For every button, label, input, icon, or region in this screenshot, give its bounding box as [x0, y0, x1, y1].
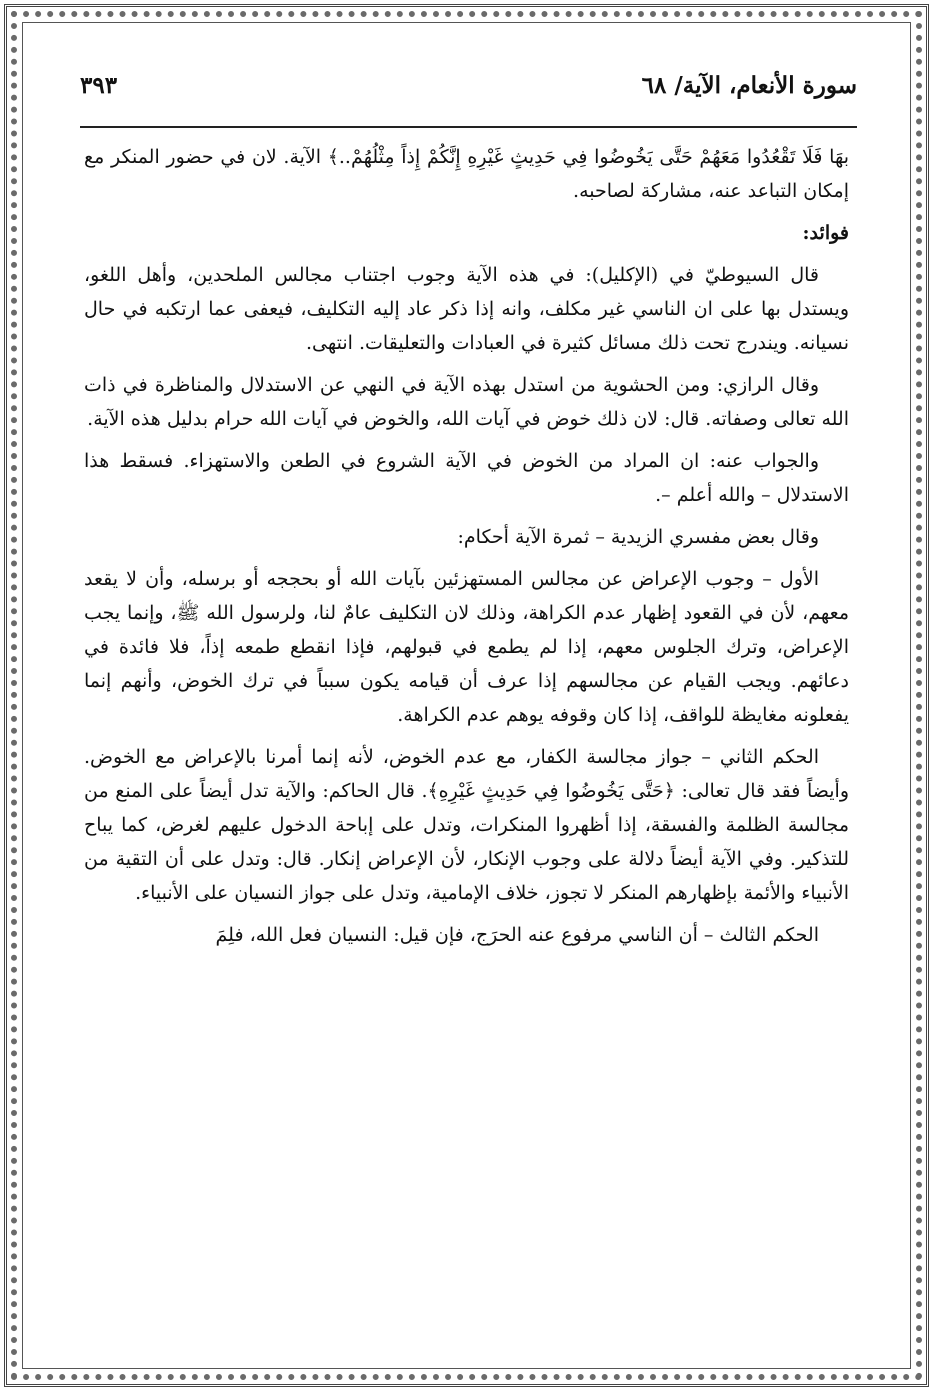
- running-title: سورة الأنعام، الآية/ ٦٨: [641, 72, 857, 99]
- paragraph-razi: وقال الرازي: ومن الحشوية من استدل بهذه الآية في النهي عن الاستدلال والمناظرة في ذات الله تعالى وصفاته. قال: لان ذلك خوض في آيات الله، والخوض في آيات الله حرام بدليل هذه الآية.: [84, 374, 849, 430]
- section-heading-fawaid: فوائد:: [802, 222, 849, 244]
- paragraph-answer: والجواب عنه: ان المراد من الخوض في الآية الشروع في الطعن والاستهزاء. فسقط هذا الاستدلال – والله أعلم –.: [84, 450, 849, 506]
- page-body: [84, 140, 849, 960]
- paragraph-ruling-second: الحكم الثاني – جواز مجالسة الكفار، مع عدم الخوض، لأنه إنما أمرنا بالإعراض مع الخوض. وأيضاً فقد قال تعالى: ﴿حَتَّى يَخُوضُوا فِي حَدِيثٍ غَيْرِهِ﴾. قال الحاكم: والآية تدل أيضاً على المنع من مجالسة الظلمة والفسقة، إذا أظهروا المنكرات، وتدل على إباحة الدخول عليهم لغرض، كما يباح للتذكير. وفي الآية أيضاً دلالة على وجوب الإنكار، لأن الإعراض إنكار. قال: وتدل على أن التقية من الأنبياء والأئمة بإظهارهم المنكر لا تجوز، خلاف الإمامية، وتدل على جواز النسيان على الأنبياء.: [84, 746, 849, 904]
- continued-paragraph: بهَا فَلَا تَقْعُدُوا مَعَهُمْ حَتَّى يَخُوضُوا فِي حَدِيثٍ غَيْرِهِ إِنَّكُمْ إِذاً مِثْلُهُمْ..﴾ الآية. لان في حضور المنكر مع إمكان التباعد عنه، مشاركة لصاحبه.: [84, 146, 849, 202]
- paragraph-ruling-first: الأول – وجوب الإعراض عن مجالس المستهزئين بآيات الله أو بحججه أو برسله، وأن لا يقعد معهم، لأن في القعود إظهار عدم الكراهة، وذلك لان التكليف عامٌ لنا، ولرسول الله ﷺ، وإنما يجب الإعراض، وترك الجلوس معهم، إذا لم يطمع في قبولهم، فإذا انقطع طمعه إذاً، فلا فائدة في دعائهم. ويجب القيام عن مجالسهم إذا عرف أن قيامه يكون سبباً في ترك الخوض، وأنهم إنما يفعلونه مغايظة للواقف، إذا كان وقوفه يوهم عدم الكراهة.: [84, 568, 849, 726]
- paragraph-zaydi-intro: وقال بعض مفسري الزيدية – ثمرة الآية أحكام:: [457, 526, 819, 548]
- page-header: [80, 72, 857, 112]
- page-number: ٣٩٣: [80, 72, 118, 99]
- paragraph-ruling-third: الحكم الثالث – أن الناسي مرفوع عنه الحرَج، فإن قيل: النسيان فعل الله، فلِمَ: [215, 924, 819, 946]
- header-rule: [80, 126, 857, 128]
- paragraph-suyuti: قال السيوطيّ في (الإكليل): في هذه الآية وجوب اجتناب مجالس الملحدين، وأهل اللغو، ويستدل بها على ان الناسي غير مكلف، وانه إذا ذكر عاد إليه التكليف، فيعفى عما ارتكبه في حال نسيانه. ويندرج تحت ذلك مسائل كثيرة في العبادات والتعليقات. انتهى.: [84, 264, 849, 354]
